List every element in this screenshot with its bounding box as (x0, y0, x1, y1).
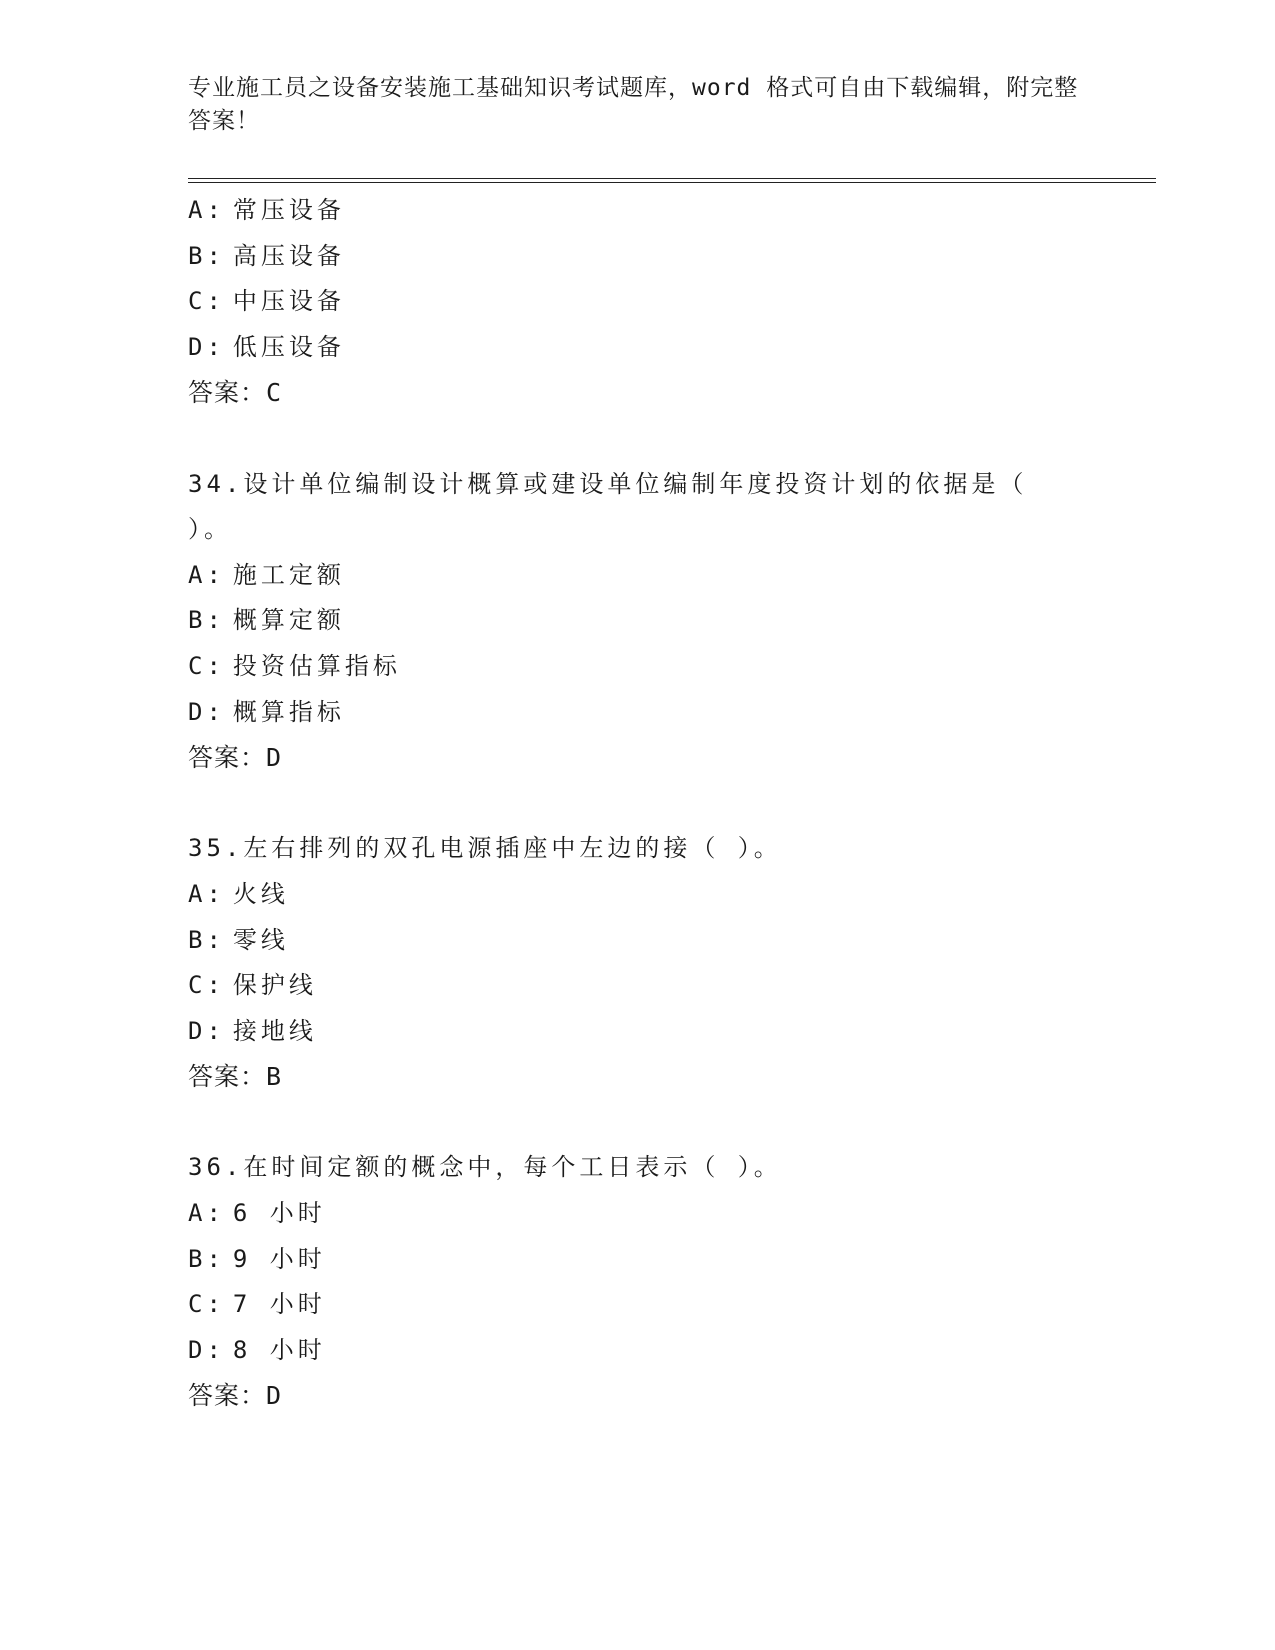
option-d: D: 8 小时 (188, 1335, 326, 1364)
option-a: A: 施工定额 (188, 560, 345, 589)
question-stem: 35.左右排列的双孔电源插座中左边的接（ ）。 (188, 834, 782, 863)
question-block-35 (188, 826, 1048, 1100)
option-b: B: 9 小时 (188, 1244, 326, 1273)
question-list (188, 188, 1048, 1419)
answer-line: 答案：C (188, 378, 283, 408)
question-block-36 (188, 1145, 1048, 1419)
option-a: A: 常压设备 (188, 196, 345, 224)
option-b: B: 高压设备 (188, 241, 345, 270)
header-divider (188, 178, 1156, 183)
document-header: 专业施工员之设备安装施工基础知识考试题库，word 格式可自由下载编辑，附完整答案！ (188, 75, 1079, 134)
option-c: C: 投资估算指标 (188, 651, 401, 680)
option-b: B: 概算定额 (188, 606, 345, 635)
option-b: B: 零线 (188, 925, 289, 954)
answer-line: 答案：B (188, 1062, 283, 1092)
answer-line: 答案：D (188, 1381, 283, 1411)
option-d: D: 概算指标 (188, 697, 345, 726)
question-stem: 36.在时间定额的概念中，每个工日表示（ ）。 (188, 1153, 782, 1182)
answer-line: 答案：D (188, 743, 283, 773)
question-stem: 34.设计单位编制设计概算或建设单位编制年度投资计划的依据是（ ）。 (188, 469, 1028, 544)
question-block-34 (188, 462, 1048, 781)
option-c: C: 中压设备 (188, 287, 345, 316)
option-d: D: 低压设备 (188, 332, 345, 361)
option-c: C: 保护线 (188, 971, 317, 1000)
option-a: A: 6 小时 (188, 1199, 326, 1228)
option-d: D: 接地线 (188, 1016, 317, 1045)
continued-question-block (188, 188, 1048, 416)
option-a: A: 火线 (188, 879, 289, 908)
option-c: C: 7 小时 (188, 1290, 326, 1319)
